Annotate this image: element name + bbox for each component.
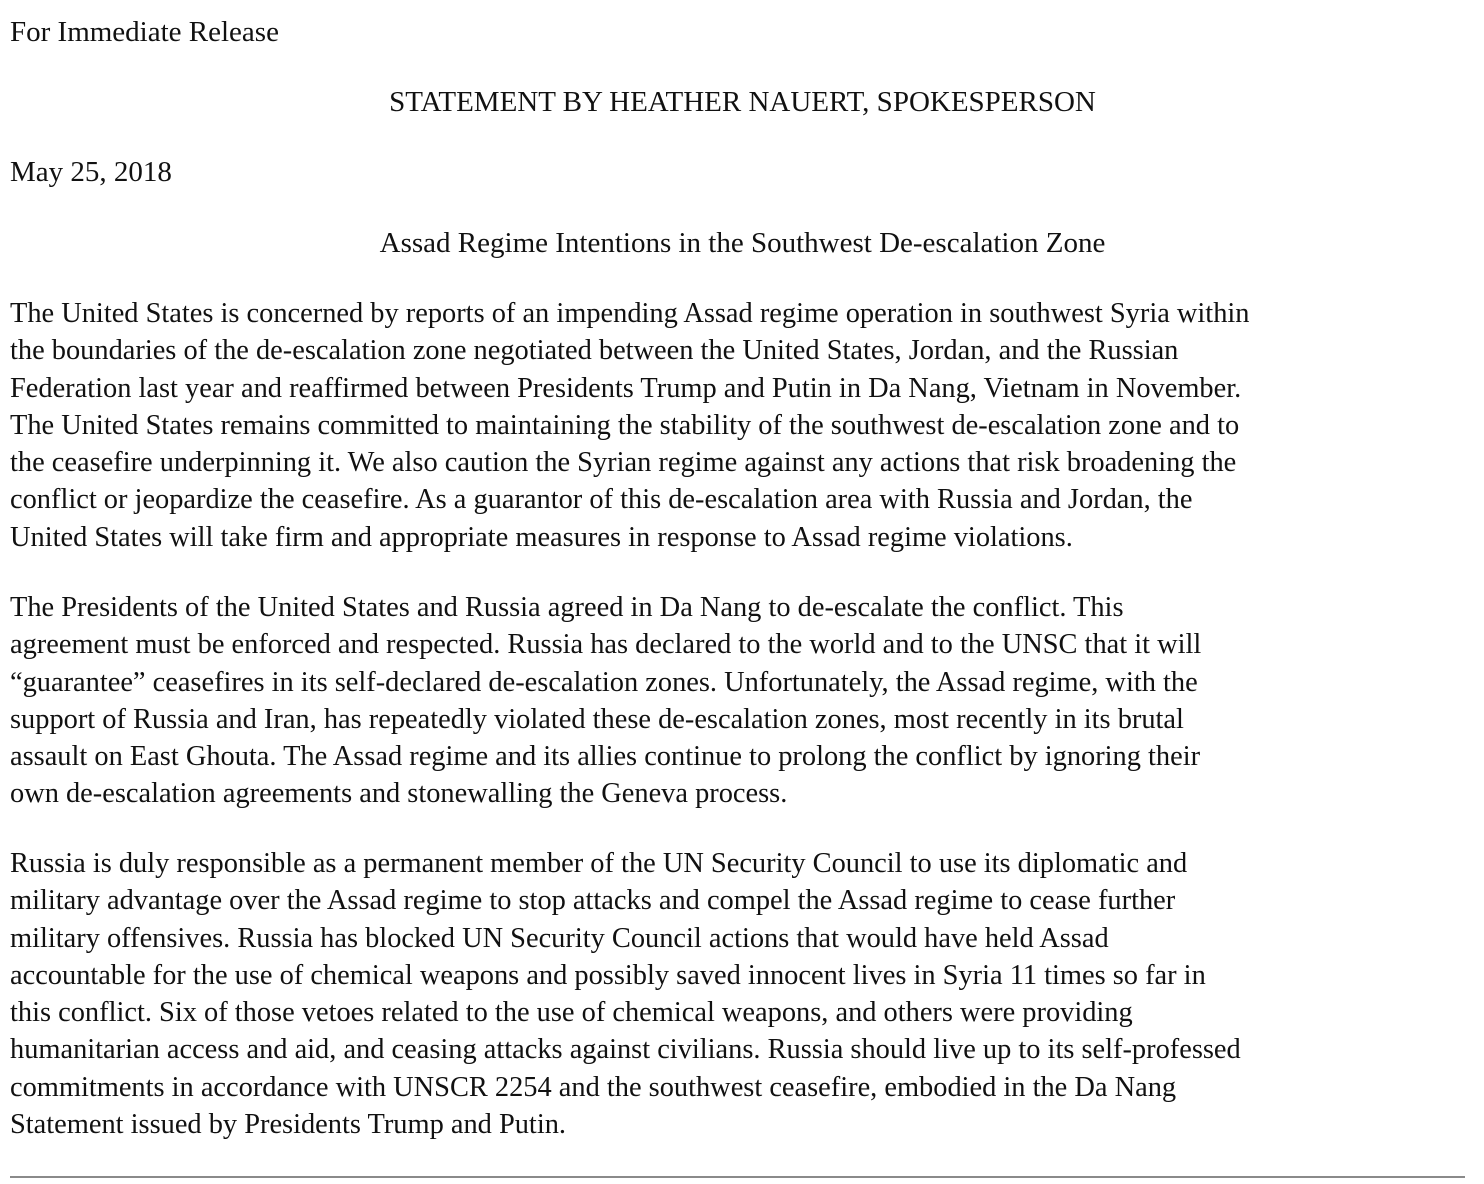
footer-divider bbox=[10, 1176, 1465, 1178]
press-statement-document bbox=[10, 0, 1475, 1184]
paragraph-line: Russia is duly responsible as a permanent member of the UN Security Council to use its diplomatic and bbox=[10, 848, 1188, 879]
paragraph-line: own de-escalation agreements and stonewalling the Geneva process. bbox=[10, 778, 788, 810]
paragraph-line: this conflict. Six of those vetoes related to the use of chemical weapons, and others were providing bbox=[10, 997, 1133, 1029]
paragraph-line: Statement issued by Presidents Trump and Putin. bbox=[10, 1109, 567, 1141]
paragraph-line: commitments in accordance with UNSCR 2254 and the southwest ceasefire, embodied in the Da Nang bbox=[10, 1071, 1177, 1103]
paragraph-line: The Presidents of the United States and Russia agreed in Da Nang to de-escalate the conflict. This bbox=[10, 592, 1124, 623]
paragraph-line: accountable for the use of chemical weapons and possibly saved innocent lives in Syria 11 times so far in bbox=[10, 959, 1206, 991]
statement-date: May 25, 2018 bbox=[10, 156, 172, 188]
paragraph-line: Federation last year and reaffirmed between Presidents Trump and Putin in Da Nang, Vietnam in November. bbox=[10, 372, 1242, 404]
paragraph-line: agreement must be enforced and respected. Russia has declared to the world and to the UNSC that it will bbox=[10, 629, 1202, 661]
statement-heading: STATEMENT BY HEATHER NAUERT, SPOKESPERSON bbox=[389, 86, 1096, 118]
paragraph-1 bbox=[10, 295, 1475, 556]
paragraph-line: humanitarian access and aid, and ceasing attacks against civilians. Russia should live up to its self-professed bbox=[10, 1034, 1241, 1066]
paragraph-line: military advantage over the Assad regime to stop attacks and compel the Assad regime to cease further bbox=[10, 885, 1176, 917]
paragraph-3 bbox=[10, 845, 1475, 1143]
paragraph-line: support of Russia and Iran, has repeatedly violated these de-escalation zones, most recently in its brutal bbox=[10, 703, 1184, 735]
paragraph-line: military offensives. Russia has blocked UN Security Council actions that would have held Assad bbox=[10, 922, 1109, 954]
release-line: For Immediate Release bbox=[10, 16, 279, 48]
paragraph-line: United States will take firm and appropriate measures in response to Assad regime violations. bbox=[10, 521, 1073, 553]
paragraph-line: The United States remains committed to maintaining the stability of the southwest de-escalation zone and to bbox=[10, 409, 1240, 441]
paragraph-line: the ceasefire underpinning it. We also caution the Syrian regime against any actions that risk broadening the bbox=[10, 447, 1237, 479]
paragraph-line: assault on East Ghouta. The Assad regime and its allies continue to prolong the conflict by ignoring their bbox=[10, 741, 1201, 773]
paragraph-line: The United States is concerned by reports of an impending Assad regime operation in southwest Syria within bbox=[10, 298, 1250, 329]
paragraph-line: the boundaries of the de-escalation zone negotiated between the United States, Jordan, and the Russian bbox=[10, 335, 1179, 367]
paragraph-2 bbox=[10, 589, 1475, 813]
paragraph-line: “guarantee” ceasefires in its self-declared de-escalation zones. Unfortunately, the Assad regime, with the bbox=[10, 666, 1198, 698]
paragraph-line: conflict or jeopardize the ceasefire. As a guarantor of this de-escalation area with Russia and Jordan, the bbox=[10, 484, 1193, 516]
statement-subheading: Assad Regime Intentions in the Southwest De-escalation Zone bbox=[379, 227, 1106, 259]
